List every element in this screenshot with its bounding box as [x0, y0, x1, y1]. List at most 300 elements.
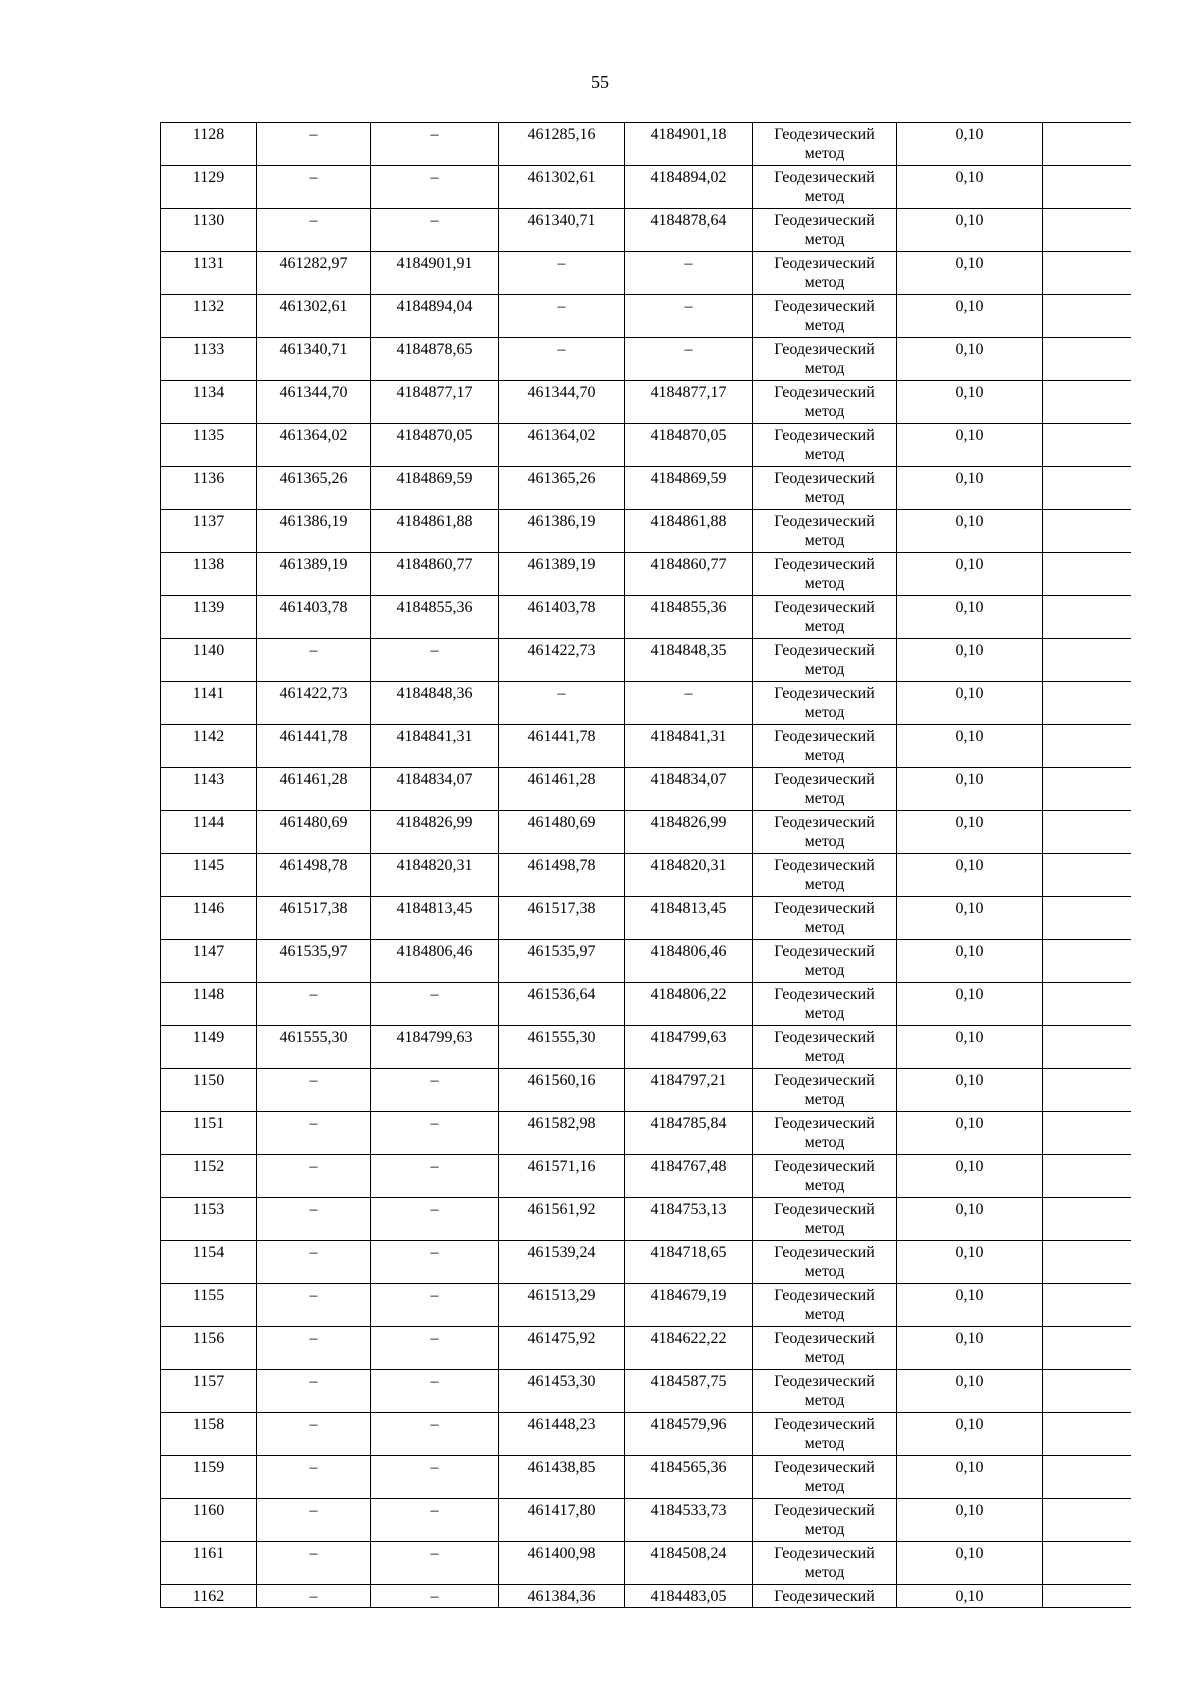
old-y-cell: –: [371, 1069, 499, 1112]
point-id-cell: 1160: [161, 1499, 257, 1542]
precision-cell: 0,10: [897, 1069, 1043, 1112]
precision-cell: 0,10: [897, 1284, 1043, 1327]
method-cell: [753, 424, 897, 467]
method-cell: [753, 596, 897, 639]
table-row: [161, 1499, 1131, 1542]
empty-cell: [1043, 1069, 1131, 1112]
point-id-cell: 1148: [161, 983, 257, 1026]
new-y-cell: 4184855,36: [625, 596, 753, 639]
new-x-cell: 461302,61: [499, 166, 625, 209]
table-row: [161, 1155, 1131, 1198]
old-x-cell: 461517,38: [257, 897, 371, 940]
old-y-cell: –: [371, 1198, 499, 1241]
old-y-cell: 4184861,88: [371, 510, 499, 553]
point-id-cell: 1158: [161, 1413, 257, 1456]
point-id-cell: 1143: [161, 768, 257, 811]
empty-cell: [1043, 1198, 1131, 1241]
old-y-cell: –: [371, 983, 499, 1026]
table-row: [161, 1413, 1131, 1456]
page-number: 55: [591, 72, 609, 92]
point-id-cell: 1135: [161, 424, 257, 467]
precision-cell: 0,10: [897, 1585, 1043, 1608]
method-cell: [753, 1370, 897, 1413]
precision-cell: 0,10: [897, 1327, 1043, 1370]
method-line: метод: [804, 704, 845, 721]
old-y-cell: 4184870,05: [371, 424, 499, 467]
table-row: [161, 252, 1131, 295]
empty-cell: [1043, 1413, 1131, 1456]
point-id-cell: 1162: [161, 1585, 257, 1608]
old-x-cell: –: [257, 1456, 371, 1499]
precision-cell: 0,10: [897, 1499, 1043, 1542]
old-y-cell: 4184820,31: [371, 854, 499, 897]
point-id-cell: 1134: [161, 381, 257, 424]
new-y-cell: 4184860,77: [625, 553, 753, 596]
method-cell: [753, 166, 897, 209]
method-line: метод: [804, 833, 845, 850]
new-x-cell: 461513,29: [499, 1284, 625, 1327]
new-y-cell: 4184820,31: [625, 854, 753, 897]
method-line: Геодезический: [774, 1201, 875, 1218]
precision-cell: 0,10: [897, 854, 1043, 897]
method-cell: [753, 1456, 897, 1499]
old-y-cell: –: [371, 1456, 499, 1499]
table-row: [161, 209, 1131, 252]
new-y-cell: 4184718,65: [625, 1241, 753, 1284]
precision-cell: 0,10: [897, 510, 1043, 553]
old-y-cell: –: [371, 639, 499, 682]
method-cell: [753, 639, 897, 682]
method-cell: [753, 983, 897, 1026]
point-id-cell: 1156: [161, 1327, 257, 1370]
table-row: [161, 854, 1131, 897]
old-y-cell: –: [371, 1241, 499, 1284]
new-x-cell: 461417,80: [499, 1499, 625, 1542]
empty-cell: [1043, 768, 1131, 811]
point-id-cell: 1159: [161, 1456, 257, 1499]
point-id-cell: 1145: [161, 854, 257, 897]
method-line: Геодезический: [774, 513, 875, 530]
new-y-cell: 4184579,96: [625, 1413, 753, 1456]
new-y-cell: 4184565,36: [625, 1456, 753, 1499]
empty-cell: [1043, 209, 1131, 252]
table-row: [161, 768, 1131, 811]
new-x-cell: 461389,19: [499, 553, 625, 596]
point-id-cell: 1140: [161, 639, 257, 682]
point-id-cell: 1139: [161, 596, 257, 639]
table-row: [161, 596, 1131, 639]
old-x-cell: –: [257, 1155, 371, 1198]
old-x-cell: –: [257, 1327, 371, 1370]
point-id-cell: 1153: [161, 1198, 257, 1241]
method-line: метод: [804, 1521, 845, 1538]
method-line: метод: [804, 274, 845, 291]
old-y-cell: –: [371, 166, 499, 209]
new-x-cell: 461364,02: [499, 424, 625, 467]
method-cell: [753, 209, 897, 252]
new-x-cell: 461441,78: [499, 725, 625, 768]
old-x-cell: 461302,61: [257, 295, 371, 338]
method-line: метод: [804, 1220, 845, 1237]
method-line: метод: [804, 1091, 845, 1108]
method-line: метод: [804, 446, 845, 463]
point-id-cell: 1137: [161, 510, 257, 553]
empty-cell: [1043, 1585, 1131, 1608]
empty-cell: [1043, 467, 1131, 510]
new-y-cell: –: [625, 252, 753, 295]
empty-cell: [1043, 1499, 1131, 1542]
new-x-cell: –: [499, 252, 625, 295]
method-line: Геодезический: [774, 1244, 875, 1261]
precision-cell: 0,10: [897, 1155, 1043, 1198]
table-row: [161, 467, 1131, 510]
point-id-cell: 1157: [161, 1370, 257, 1413]
method-line: Геодезический: [774, 900, 875, 917]
empty-cell: [1043, 897, 1131, 940]
table-row: [161, 1198, 1131, 1241]
new-y-cell: –: [625, 295, 753, 338]
empty-cell: [1043, 510, 1131, 553]
old-x-cell: –: [257, 1284, 371, 1327]
precision-cell: 0,10: [897, 725, 1043, 768]
new-y-cell: 4184799,63: [625, 1026, 753, 1069]
method-line: Геодезический: [774, 1416, 875, 1433]
old-x-cell: 461498,78: [257, 854, 371, 897]
point-id-cell: 1138: [161, 553, 257, 596]
table-row: [161, 897, 1131, 940]
method-line: метод: [804, 962, 845, 979]
new-y-cell: 4184679,19: [625, 1284, 753, 1327]
old-x-cell: –: [257, 1069, 371, 1112]
new-x-cell: 461365,26: [499, 467, 625, 510]
method-line: Геодезический: [774, 943, 875, 960]
method-cell: [753, 467, 897, 510]
new-y-cell: 4184894,02: [625, 166, 753, 209]
new-x-cell: 461285,16: [499, 123, 625, 166]
new-x-cell: 461498,78: [499, 854, 625, 897]
method-line: Геодезический: [774, 771, 875, 788]
method-line: Геодезический: [774, 169, 875, 186]
old-y-cell: 4184806,46: [371, 940, 499, 983]
precision-cell: 0,10: [897, 467, 1043, 510]
method-line: метод: [804, 790, 845, 807]
new-x-cell: 461461,28: [499, 768, 625, 811]
table-row: [161, 1026, 1131, 1069]
table-row: [161, 725, 1131, 768]
method-line: метод: [804, 317, 845, 334]
table-row: [161, 553, 1131, 596]
new-x-cell: 461422,73: [499, 639, 625, 682]
precision-cell: 0,10: [897, 1198, 1043, 1241]
method-line: Геодезический: [774, 126, 875, 143]
method-cell: [753, 1327, 897, 1370]
empty-cell: [1043, 725, 1131, 768]
method-line: Геодезический: [774, 1545, 875, 1562]
method-line: Геодезический: [774, 427, 875, 444]
method-line: метод: [804, 1263, 845, 1280]
old-x-cell: 461340,71: [257, 338, 371, 381]
old-x-cell: 461441,78: [257, 725, 371, 768]
new-x-cell: 461561,92: [499, 1198, 625, 1241]
method-line: Геодезический: [774, 814, 875, 831]
old-x-cell: 461480,69: [257, 811, 371, 854]
new-y-cell: 4184622,22: [625, 1327, 753, 1370]
method-line: Геодезический: [774, 1373, 875, 1390]
point-id-cell: 1150: [161, 1069, 257, 1112]
new-x-cell: 461344,70: [499, 381, 625, 424]
old-x-cell: 461282,97: [257, 252, 371, 295]
table-row: [161, 1241, 1131, 1284]
method-line: метод: [804, 231, 845, 248]
precision-cell: 0,10: [897, 768, 1043, 811]
old-y-cell: 4184869,59: [371, 467, 499, 510]
new-x-cell: 461475,92: [499, 1327, 625, 1370]
method-line: Геодезический: [774, 986, 875, 1003]
new-x-cell: 461582,98: [499, 1112, 625, 1155]
old-x-cell: 461403,78: [257, 596, 371, 639]
method-cell: [753, 811, 897, 854]
method-cell: [753, 682, 897, 725]
old-y-cell: –: [371, 1327, 499, 1370]
old-x-cell: 461555,30: [257, 1026, 371, 1069]
method-line: метод: [804, 360, 845, 377]
method-line: Геодезический: [774, 255, 875, 272]
method-line: метод: [804, 1349, 845, 1366]
old-x-cell: –: [257, 639, 371, 682]
table-row: [161, 682, 1131, 725]
point-id-cell: 1161: [161, 1542, 257, 1585]
method-line: метод: [804, 747, 845, 764]
method-line: Геодезический: [774, 384, 875, 401]
precision-cell: 0,10: [897, 295, 1043, 338]
empty-cell: [1043, 1112, 1131, 1155]
empty-cell: [1043, 338, 1131, 381]
coordinates-table: [160, 122, 1131, 1608]
point-id-cell: 1131: [161, 252, 257, 295]
new-y-cell: –: [625, 338, 753, 381]
old-y-cell: –: [371, 1370, 499, 1413]
method-line: метод: [804, 919, 845, 936]
method-cell: [753, 1112, 897, 1155]
method-line: Геодезический: [774, 1158, 875, 1175]
method-line: метод: [804, 1435, 845, 1452]
old-y-cell: –: [371, 209, 499, 252]
new-x-cell: –: [499, 338, 625, 381]
empty-cell: [1043, 811, 1131, 854]
table-row: [161, 1585, 1131, 1608]
method-line: метод: [804, 403, 845, 420]
precision-cell: 0,10: [897, 1370, 1043, 1413]
precision-cell: 0,10: [897, 596, 1043, 639]
empty-cell: [1043, 1542, 1131, 1585]
precision-cell: 0,10: [897, 424, 1043, 467]
old-x-cell: 461344,70: [257, 381, 371, 424]
new-y-cell: 4184767,48: [625, 1155, 753, 1198]
old-x-cell: –: [257, 209, 371, 252]
point-id-cell: 1136: [161, 467, 257, 510]
empty-cell: [1043, 1370, 1131, 1413]
new-y-cell: 4184753,13: [625, 1198, 753, 1241]
precision-cell: 0,10: [897, 381, 1043, 424]
method-cell: [753, 553, 897, 596]
method-cell: [753, 381, 897, 424]
method-cell: [753, 897, 897, 940]
precision-cell: 0,10: [897, 338, 1043, 381]
empty-cell: [1043, 252, 1131, 295]
old-x-cell: 461389,19: [257, 553, 371, 596]
method-line: Геодезический: [774, 685, 875, 702]
old-y-cell: –: [371, 1542, 499, 1585]
old-x-cell: –: [257, 1198, 371, 1241]
precision-cell: 0,10: [897, 1542, 1043, 1585]
new-y-cell: 4184869,59: [625, 467, 753, 510]
old-y-cell: 4184848,36: [371, 682, 499, 725]
old-y-cell: 4184901,91: [371, 252, 499, 295]
new-y-cell: 4184806,22: [625, 983, 753, 1026]
table-row: [161, 295, 1131, 338]
method-cell: [753, 1499, 897, 1542]
new-x-cell: 461535,97: [499, 940, 625, 983]
new-x-cell: 461571,16: [499, 1155, 625, 1198]
precision-cell: 0,10: [897, 1413, 1043, 1456]
old-y-cell: –: [371, 123, 499, 166]
method-cell: [753, 1542, 897, 1585]
method-line: метод: [804, 575, 845, 592]
old-y-cell: 4184841,31: [371, 725, 499, 768]
table-row: [161, 940, 1131, 983]
empty-cell: [1043, 1026, 1131, 1069]
table-row: [161, 1542, 1131, 1585]
point-id-cell: 1142: [161, 725, 257, 768]
precision-cell: 0,10: [897, 1456, 1043, 1499]
point-id-cell: 1133: [161, 338, 257, 381]
method-line: метод: [804, 1564, 845, 1581]
method-line: метод: [804, 1478, 845, 1495]
empty-cell: [1043, 639, 1131, 682]
old-x-cell: –: [257, 1585, 371, 1608]
method-line: Геодезический: [774, 599, 875, 616]
new-x-cell: 461384,36: [499, 1585, 625, 1608]
empty-cell: [1043, 295, 1131, 338]
old-y-cell: –: [371, 1585, 499, 1608]
method-line: метод: [804, 489, 845, 506]
old-y-cell: –: [371, 1499, 499, 1542]
table-row: [161, 338, 1131, 381]
table-row: [161, 424, 1131, 467]
method-cell: [753, 1413, 897, 1456]
method-line: метод: [804, 188, 845, 205]
old-y-cell: 4184855,36: [371, 596, 499, 639]
table-row: [161, 1069, 1131, 1112]
new-y-cell: 4184870,05: [625, 424, 753, 467]
new-y-cell: 4184901,18: [625, 123, 753, 166]
precision-cell: 0,10: [897, 811, 1043, 854]
empty-cell: [1043, 682, 1131, 725]
empty-cell: [1043, 424, 1131, 467]
precision-cell: 0,10: [897, 983, 1043, 1026]
method-cell: [753, 1241, 897, 1284]
old-x-cell: 461535,97: [257, 940, 371, 983]
table-row: [161, 510, 1131, 553]
precision-cell: 0,10: [897, 1112, 1043, 1155]
new-y-cell: 4184533,73: [625, 1499, 753, 1542]
table-row: [161, 1370, 1131, 1413]
new-y-cell: 4184848,35: [625, 639, 753, 682]
old-y-cell: –: [371, 1413, 499, 1456]
old-x-cell: 461461,28: [257, 768, 371, 811]
precision-cell: 0,10: [897, 553, 1043, 596]
new-y-cell: 4184508,24: [625, 1542, 753, 1585]
point-id-cell: 1154: [161, 1241, 257, 1284]
point-id-cell: 1152: [161, 1155, 257, 1198]
method-line: Геодезический: [774, 1029, 875, 1046]
old-x-cell: –: [257, 1413, 371, 1456]
precision-cell: 0,10: [897, 209, 1043, 252]
method-cell: [753, 725, 897, 768]
old-x-cell: –: [257, 1241, 371, 1284]
table-row: [161, 639, 1131, 682]
method-line: метод: [804, 1177, 845, 1194]
old-y-cell: –: [371, 1112, 499, 1155]
method-line: метод: [804, 1134, 845, 1151]
method-cell: [753, 1026, 897, 1069]
point-id-cell: 1147: [161, 940, 257, 983]
empty-cell: [1043, 983, 1131, 1026]
old-y-cell: 4184860,77: [371, 553, 499, 596]
method-line: метод: [804, 661, 845, 678]
method-line: Геодезический: [774, 1330, 875, 1347]
new-x-cell: 461517,38: [499, 897, 625, 940]
method-line: Геодезический: [774, 1459, 875, 1476]
new-x-cell: 461438,85: [499, 1456, 625, 1499]
new-y-cell: 4184877,17: [625, 381, 753, 424]
method-line: метод: [804, 1048, 845, 1065]
old-x-cell: 461386,19: [257, 510, 371, 553]
old-x-cell: –: [257, 123, 371, 166]
method-cell: [753, 510, 897, 553]
method-line: метод: [804, 618, 845, 635]
method-cell: [753, 338, 897, 381]
method-line: метод: [804, 145, 845, 162]
method-cell: [753, 123, 897, 166]
table-row: [161, 983, 1131, 1026]
old-y-cell: 4184834,07: [371, 768, 499, 811]
method-line: метод: [804, 876, 845, 893]
new-x-cell: 461340,71: [499, 209, 625, 252]
point-id-cell: 1130: [161, 209, 257, 252]
table-row: [161, 1284, 1131, 1327]
new-x-cell: 461480,69: [499, 811, 625, 854]
new-y-cell: 4184806,46: [625, 940, 753, 983]
point-id-cell: 1149: [161, 1026, 257, 1069]
precision-cell: 0,10: [897, 252, 1043, 295]
empty-cell: [1043, 1327, 1131, 1370]
old-y-cell: 4184878,65: [371, 338, 499, 381]
method-line: Геодезический: [774, 642, 875, 659]
method-line: Геодезический: [774, 857, 875, 874]
precision-cell: 0,10: [897, 639, 1043, 682]
empty-cell: [1043, 596, 1131, 639]
new-y-cell: 4184797,21: [625, 1069, 753, 1112]
empty-cell: [1043, 166, 1131, 209]
point-id-cell: 1141: [161, 682, 257, 725]
table-row: [161, 123, 1131, 166]
old-x-cell: 461364,02: [257, 424, 371, 467]
method-line: Геодезический: [774, 341, 875, 358]
method-line: Геодезический: [774, 212, 875, 229]
old-x-cell: –: [257, 1542, 371, 1585]
point-id-cell: 1146: [161, 897, 257, 940]
